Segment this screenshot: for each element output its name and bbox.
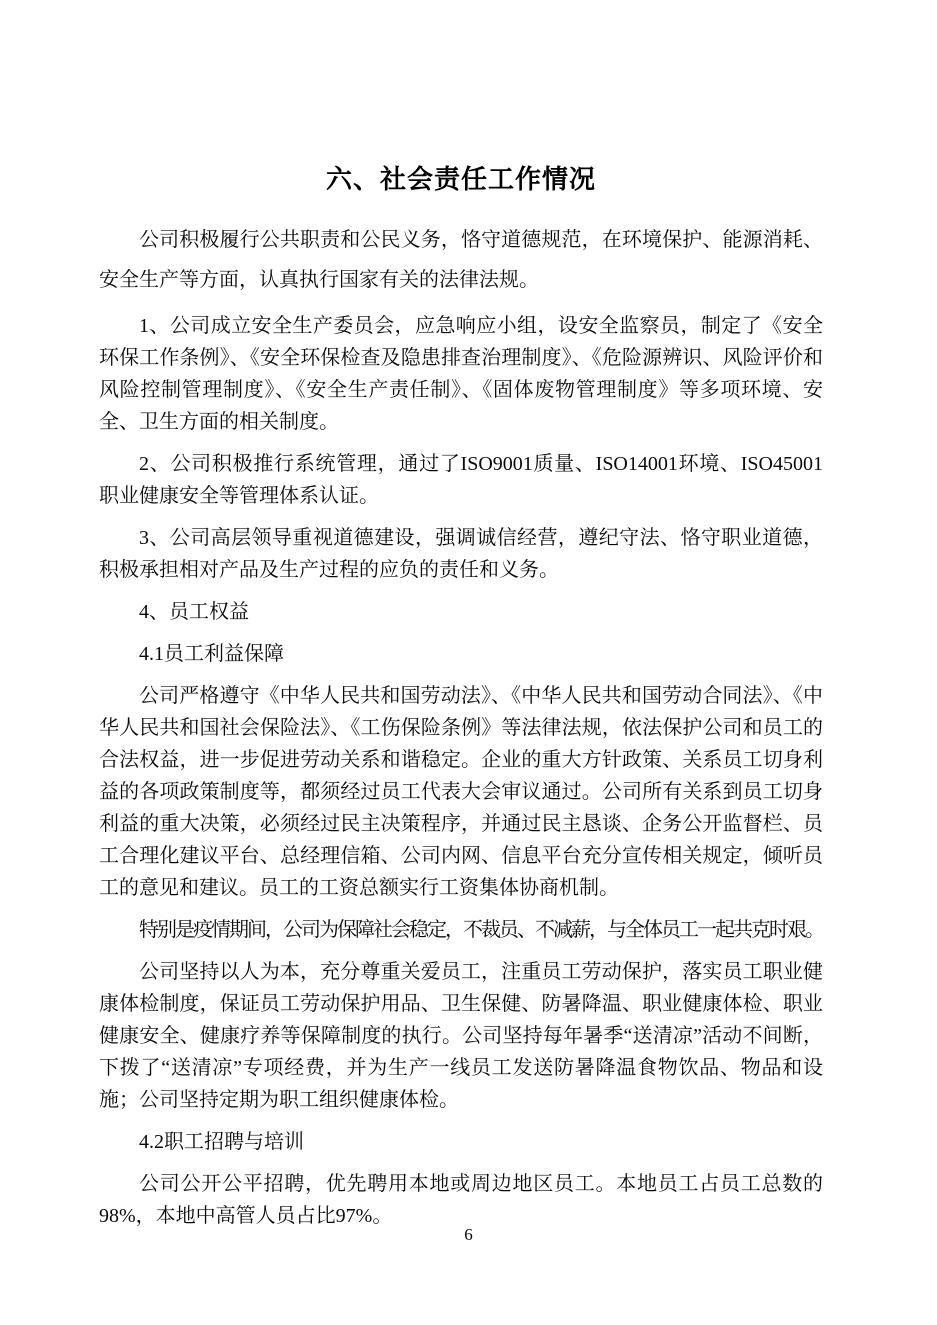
section-heading-4-2: 4.2职工招聘与培训 [139, 1131, 304, 1153]
employee-care-paragraph: 公司坚持以人为本，充分尊重关爱员工，注重员工劳动保护，落实员工职业健康体检制度，保证员工劳动保护用品、卫生保健、防暑降温、职业健康体检、职业健康安全、健康疗养等保障制度的执行。公司坚持每年暑季“送清凉”活动不间断，下拨了“送清凉”专项经费，并为生产一线员工发送防暑降温食物饮品、物品和设施；公司坚持定期为职工组织健康体检。 [99, 961, 823, 1111]
section-heading-4-1: 4.1员工利益保障 [139, 643, 284, 665]
document-content [99, 162, 823, 1242]
numbered-paragraph-2: 2、公司积极推行系统管理，通过了ISO9001质量、ISO14001环境、ISO45001职业健康安全等管理体系认证。 [99, 453, 823, 507]
page-number: 6 [464, 1225, 473, 1244]
numbered-paragraph-1: 1、公司成立安全生产委员会，应急响应小组，设安全监察员，制定了《安全环保工作条例》、《安全环保检查及隐患排查治理制度》、《危险源辨识、风险评价和风险控制管理制度》、《安全生产责任制》、《固体废物管理制度》等多项环境、安全、卫生方面的相关制度。 [99, 315, 823, 433]
intro-paragraph: 公司积极履行公共职责和公民义务，恪守道德规范，在环境保护、能源消耗、安全生产等方面，认真执行国家有关的法律法规。 [99, 229, 823, 291]
section-heading-employee-rights: 4、员工权益 [139, 601, 249, 623]
numbered-paragraph-3: 3、公司高层领导重视道德建设，强调诚信经营，遵纪守法、恪守职业道德，积极承担相对产品及生产过程的应负的责任和义务。 [99, 527, 823, 581]
section-4-2-body-paragraph: 公司公开公平招聘，优先聘用本地或周边地区员工。本地员工占员工总数的98%，本地中高管人员占比97%。 [99, 1173, 823, 1227]
pandemic-paragraph: 特别是疫情期间，公司为保障社会稳定，不裁员、不减薪，与全体员工一起共克时艰。 [139, 919, 823, 941]
document-title: 六、社会责任工作情况 [325, 164, 596, 194]
section-4-1-body-paragraph: 公司严格遵守《中华人民共和国劳动法》、《中华人民共和国劳动合同法》、《中华人民共和国社会保险法》、《工伤保险条例》等法律法规，依法保护公司和员工的合法权益，进一步促进劳动关系和谐稳定。企业的重大方针政策、关系员工切身利益的各项政策制度等，都须经过员工代表大会审议通过。公司所有关系到员工切身利益的重大决策，必须经过民主决策程序，并通过民主恳谈、企务公开监督栏、员工合理化建议平台、总经理信箱、公司内网、信息平台充分宣传相关规定，倾听员工的意见和建议。员工的工资总额实行工资集体协商机制。 [99, 685, 823, 899]
